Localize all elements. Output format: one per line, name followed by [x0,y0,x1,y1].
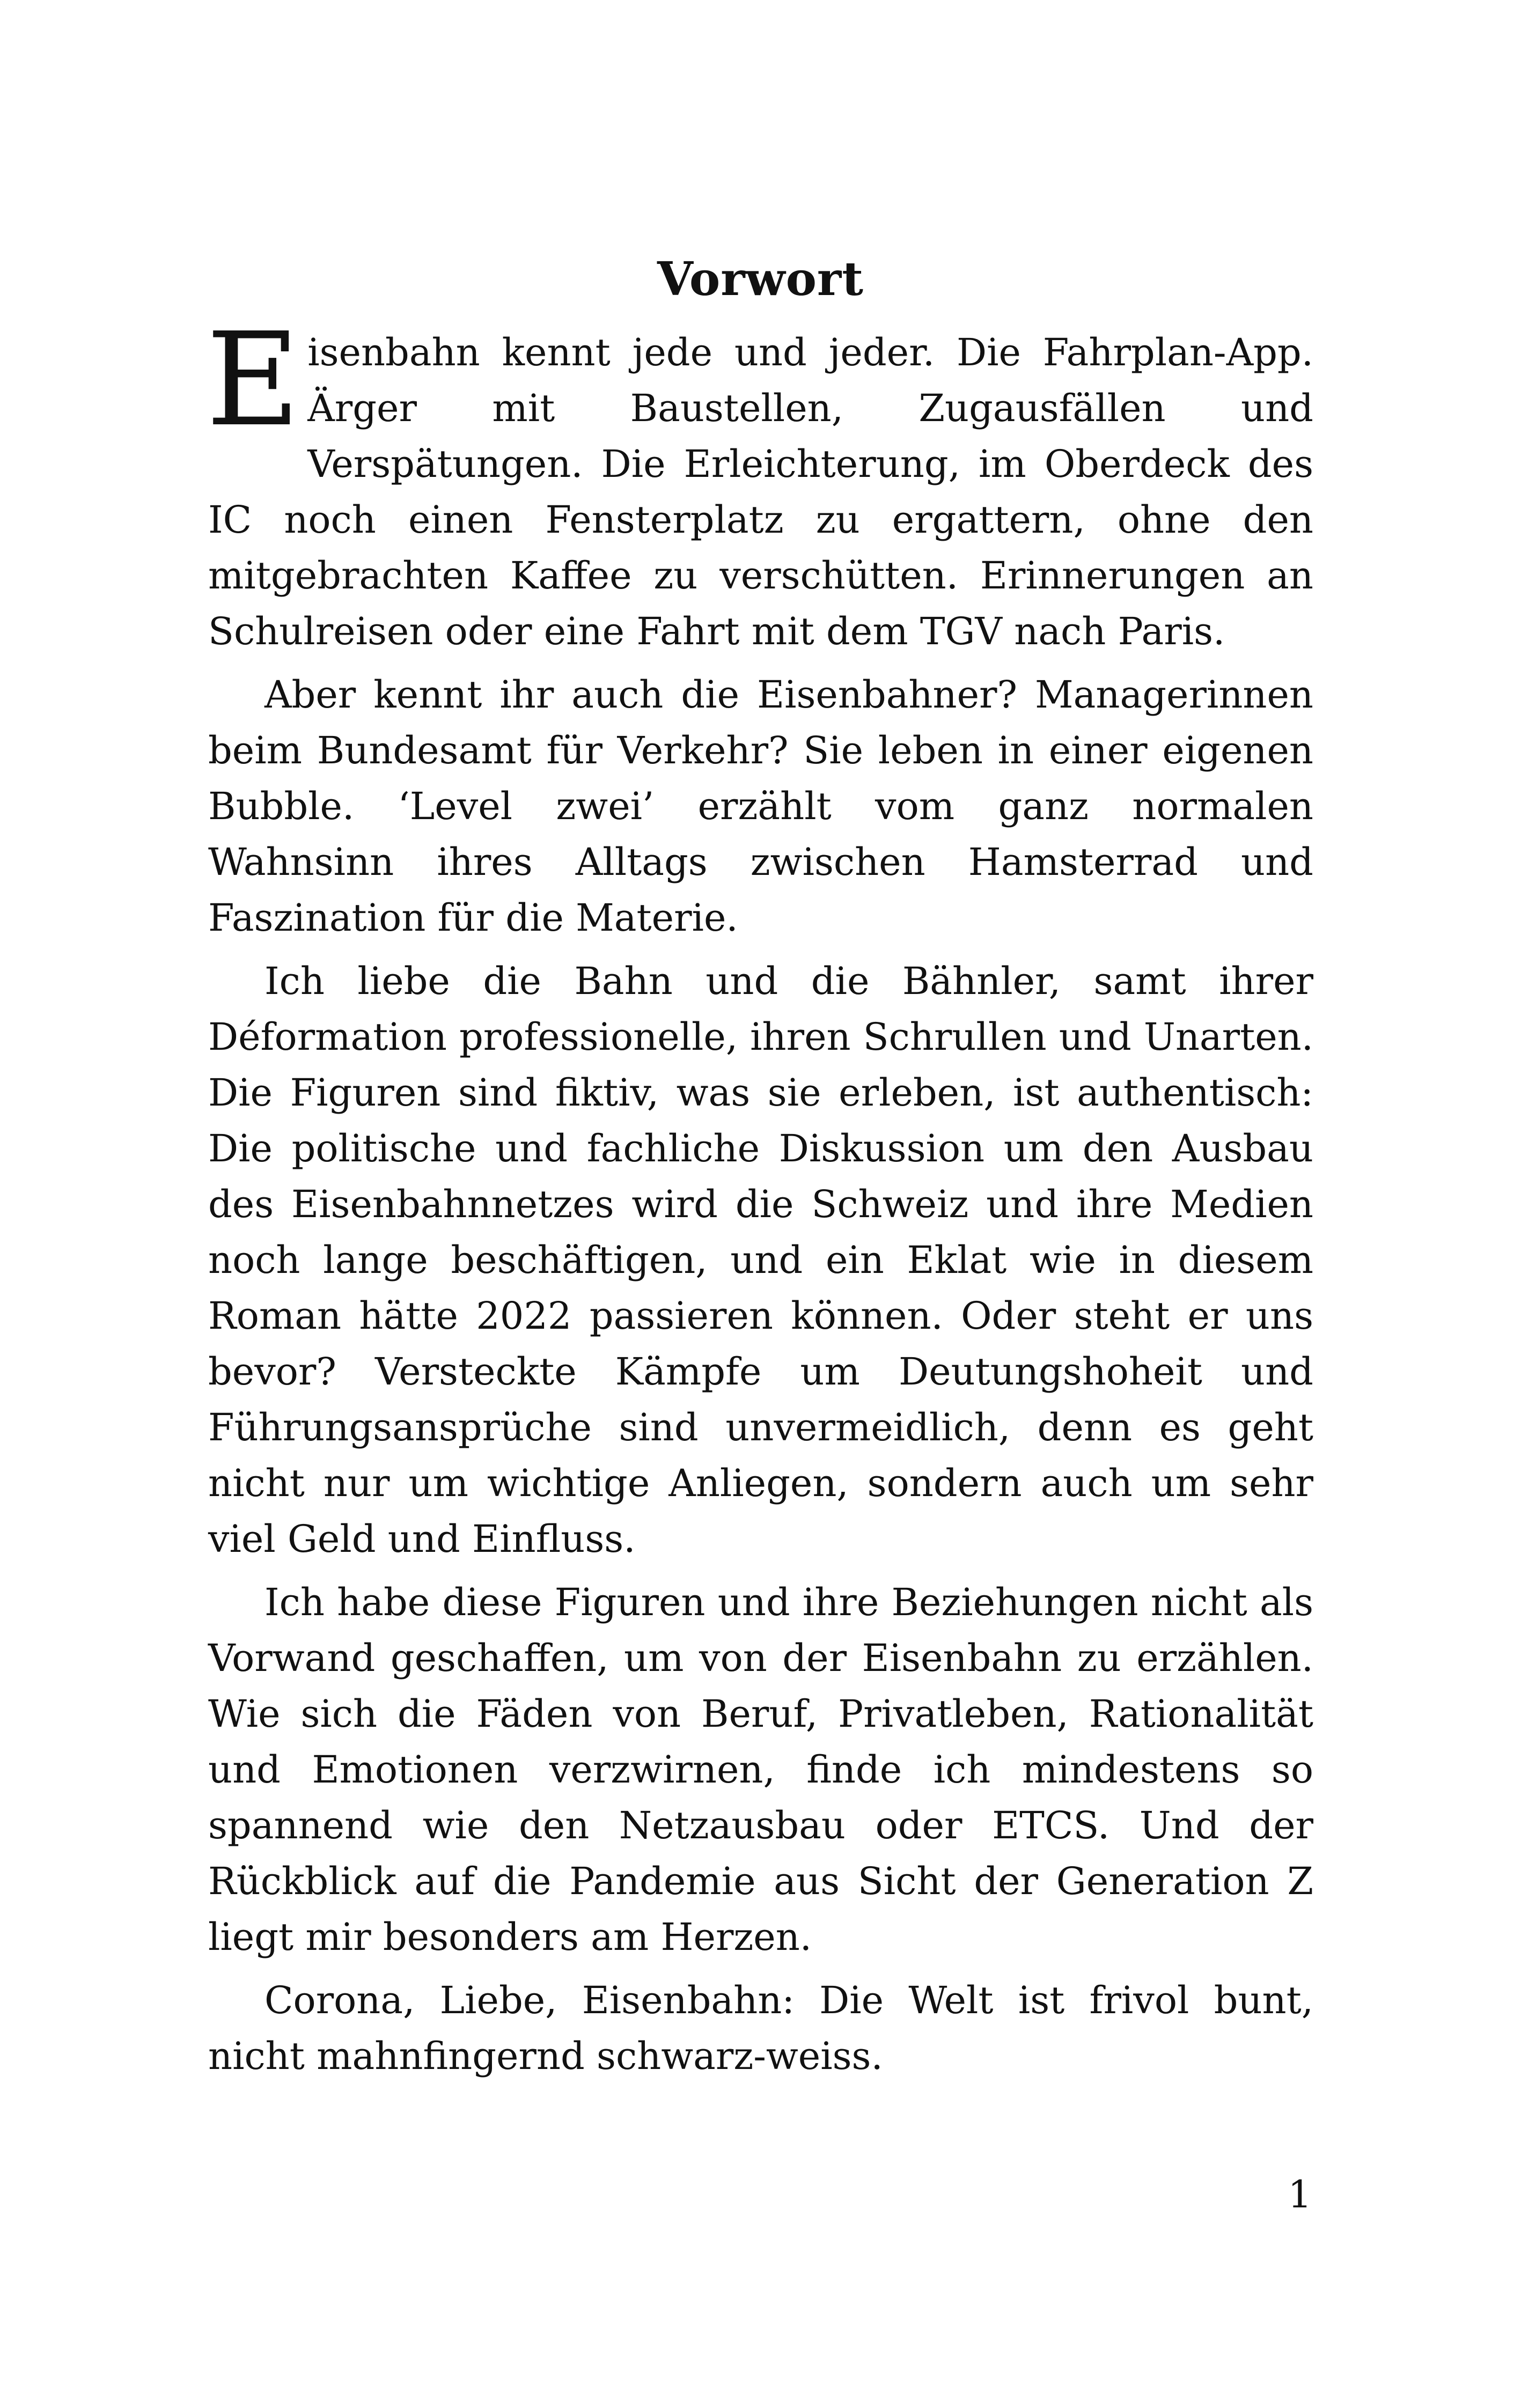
body-text [206,305,1313,2084]
paragraph-5: Corona, Liebe, Eisenbahn: Die Welt ist frivol bunt, nicht mahnfingernd schwarz-weiss. [208,1978,1313,2078]
paragraph-1 [206,305,1313,659]
paragraph-1-text: isenbahn kennt jede und jeder. Die Fahrplan-App. Ärger mit Baustellen, Zugausfällen und Verspätungen. Die Erleichterung, im Oberdeck des IC noch einen Fensterplatz zu ergattern, ohne den mitgebrachten Kaffee zu verschütten. Erinnerungen an Schulreisen oder eine Fahrt mit dem TGV nach Paris. [208,330,1313,653]
paragraph-3: Ich liebe die Bahn und die Bähnler, samt ihrer Déformation professionelle, ihren Schrullen und Unarten. Die Figuren sind fiktiv, was sie erleben, ist authentisch: Die politische und fachliche Diskussion um den Ausbau des Eisenbahnnetzes wird die Schweiz und ihre Medien noch lange beschäftigen, und ein Eklat wie in diesem Roman hätte 2022 passieren können. Oder steht er uns bevor? Versteckte Kämpfe um Deutungshoheit und Führungsansprüche sind unvermeidlich, denn es geht nicht nur um wichtige Anliegen, sondern auch um sehr viel Geld und Einfluss. [208,959,1313,1561]
drop-cap: E [206,305,300,455]
chapter-title: Vorwort [657,252,864,306]
page-number: 1 [1288,2173,1312,2216]
paragraph-2: Aber kennt ihr auch die Eisenbahner? Managerinnen beim Bundesamt für Verkehr? Sie leben in einer eigenen Bubble. ‘Level zwei’ erzählt vom ganz normalen Wahnsinn ihres Alltags zwischen Hamsterrad und Faszination für die Materie. [208,673,1313,940]
paragraph-4: Ich habe diese Figuren und ihre Beziehungen nicht als Vorwand geschaffen, um von der Eisenbahn zu erzählen. Wie sich die Fäden von Beruf, Privatleben, Rationalität und Emotionen verzwirnen, finde ich mindestens so spannend wie den Netzausbau oder ETCS. Und der Rückblick auf die Pandemie aus Sicht der Generation Z liegt mir besonders am Herzen. [208,1580,1313,1959]
